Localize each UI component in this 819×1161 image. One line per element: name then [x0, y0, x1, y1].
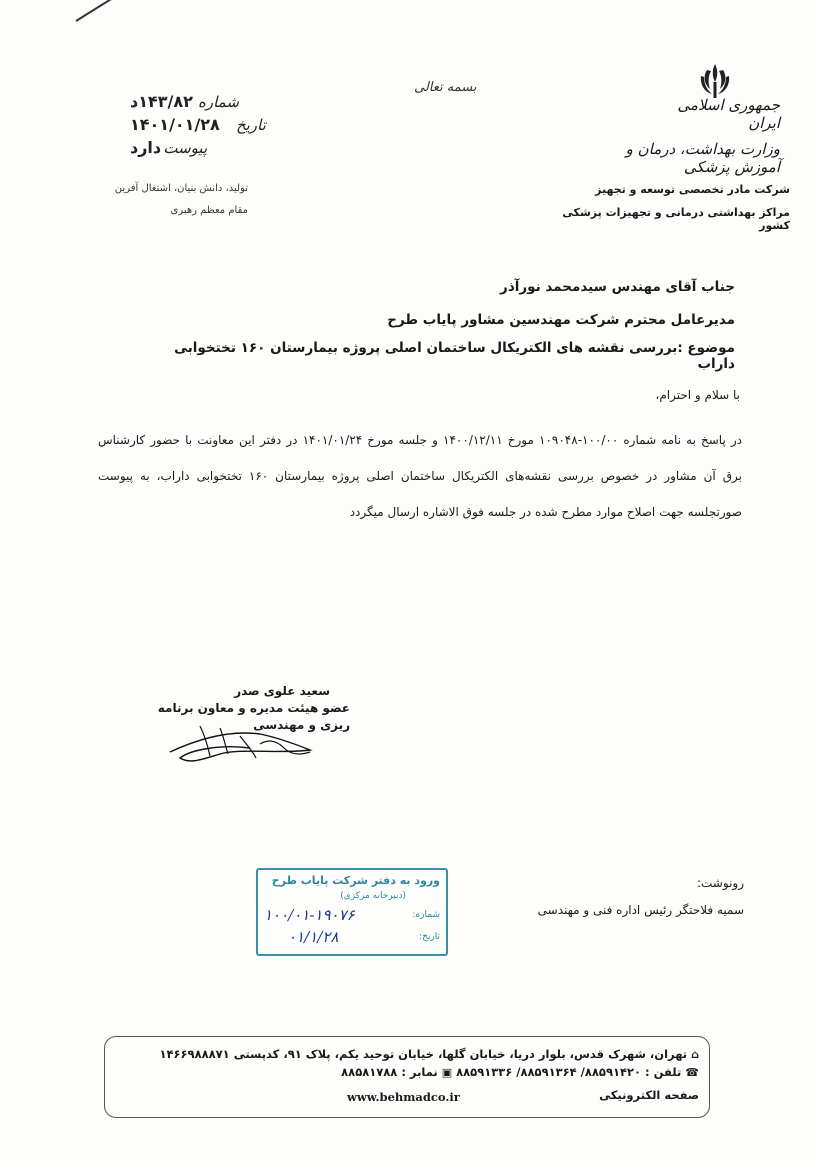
footer-website-link[interactable]: www.behmadco.ir — [347, 1090, 460, 1104]
footer-address-row — [159, 1047, 699, 1061]
footer-fax-label: نمابر : — [401, 1065, 438, 1079]
letter-attachment-label: پیوست — [163, 139, 208, 157]
letter-number-value: ۱۴۳/۸۲د — [130, 92, 193, 111]
letter-number-label: شماره — [197, 93, 239, 111]
letter-number-row — [130, 92, 280, 115]
letter-attachment-row — [130, 138, 280, 161]
pen-mark — [75, 0, 117, 22]
stamp-date-label: تاریخ: — [419, 932, 440, 942]
signer-title: عضو هیئت مدیره و معاون برنامه ریزی و مهندسی — [157, 701, 350, 732]
cc-recipient: سمیه فلاحتگر رئیس اداره فنی و مهندسی — [537, 903, 744, 917]
letter-meta — [130, 92, 280, 161]
letter-date-label: تاریخ — [235, 116, 266, 134]
received-stamp — [256, 868, 448, 956]
signer-name: سعید علوی صدر — [234, 684, 330, 698]
letter-attachment-value: دارد — [130, 138, 162, 157]
stamp-subtitle: (دبیرخانه مرکزی) — [340, 891, 406, 901]
address-pin-icon: ⌂ — [691, 1047, 699, 1061]
bismillah: بسمه تعالی — [414, 80, 477, 95]
company-name-line2: مراکز بهداشتی درمانی و تجهیزات پزشکی کشور — [562, 206, 790, 232]
addressee-position: مدیرعامل محترم شرکت مهندسین مشاور پایاب طرح — [387, 312, 735, 328]
stamp-number-value: ۱۰۰/۰۱-۱۹۰۷۶ — [264, 906, 355, 924]
company-name-line1: شرکت مادر تخصصی توسعه و تجهیز — [595, 183, 790, 196]
ministry-country: جمهوری اسلامی ایران — [677, 96, 780, 132]
ministry-name: وزارت بهداشت، درمان و آموزش پزشکی — [625, 140, 780, 176]
greeting: با سلام و احترام، — [655, 388, 740, 402]
slogan — [110, 178, 248, 222]
footer-website-label: صفحه الکترونیکی — [599, 1088, 699, 1102]
letter-date-value: ۱۴۰۱/۰۱/۲۸ — [130, 115, 220, 134]
footer-fax-value: ۸۸۵۸۱۷۸۸ — [341, 1065, 398, 1079]
footer-address: تهران، شهرک قدس، بلوار دریا، خیابان گلها، خیابان توحید یکم، پلاک ۹۱، کدپستی ۱۴۶۶۹۸۸۸۷۱ — [159, 1047, 688, 1061]
phone-icon: ☎ — [685, 1065, 699, 1079]
letter-subject: موضوع :بررسی نقشه های الکتریکال ساختمان اصلی پروژه بیمارستان ۱۶۰ تختخوابی داراب — [174, 340, 735, 372]
stamp-number-label: شماره: — [412, 910, 440, 920]
addressee-name: جناب آقای مهندس سیدمحمد نورآذر — [500, 279, 735, 295]
cc-label: رونوشت: — [696, 876, 744, 890]
letter-date-row — [130, 115, 280, 138]
footer-phone-row — [341, 1065, 699, 1079]
stamp-title: ورود به دفتر شرکت پایاب طرح — [271, 874, 440, 887]
slogan-source: مقام معظم رهبری — [170, 205, 248, 216]
letter-body: در پاسخ به نامه شماره ۱۰۰/۰۰-۱۰۹۰۴۸ مورخ ۱۴۰۰/۱۲/۱۱ و جلسه مورخ ۱۴۰۱/۰۱/۲۴ در دفتر این معاونت با حضور کارشناس برق آن مشاور در خصوص بررسی نقشه‌های الکتریکال ساختمان اصلی پروژه بیمارستان ۱۶۰ تختخوابی داراب، به پیوست صورتجلسه جهت اصلاح موارد مطرح شده در جلسه فوق الاشاره ارسال میگردد — [98, 433, 742, 519]
footer-contact-box — [104, 1036, 710, 1118]
footer-website-row — [599, 1088, 699, 1102]
iran-emblem-icon — [698, 62, 732, 100]
footer-phone-value: ۸۸۵۹۱۴۲۰/ ۸۸۵۹۱۳۶۴/ ۸۸۵۹۱۳۳۶ — [456, 1065, 642, 1079]
handwritten-signature — [160, 708, 330, 778]
stamp-date-value: ۰۱/۱/۲۸ — [288, 928, 339, 946]
footer-phone-label: تلفن : — [645, 1065, 682, 1079]
slogan-text: تولید، دانش بنیان، اشتغال آفرین — [114, 183, 248, 194]
fax-icon: ▣ — [441, 1065, 453, 1079]
